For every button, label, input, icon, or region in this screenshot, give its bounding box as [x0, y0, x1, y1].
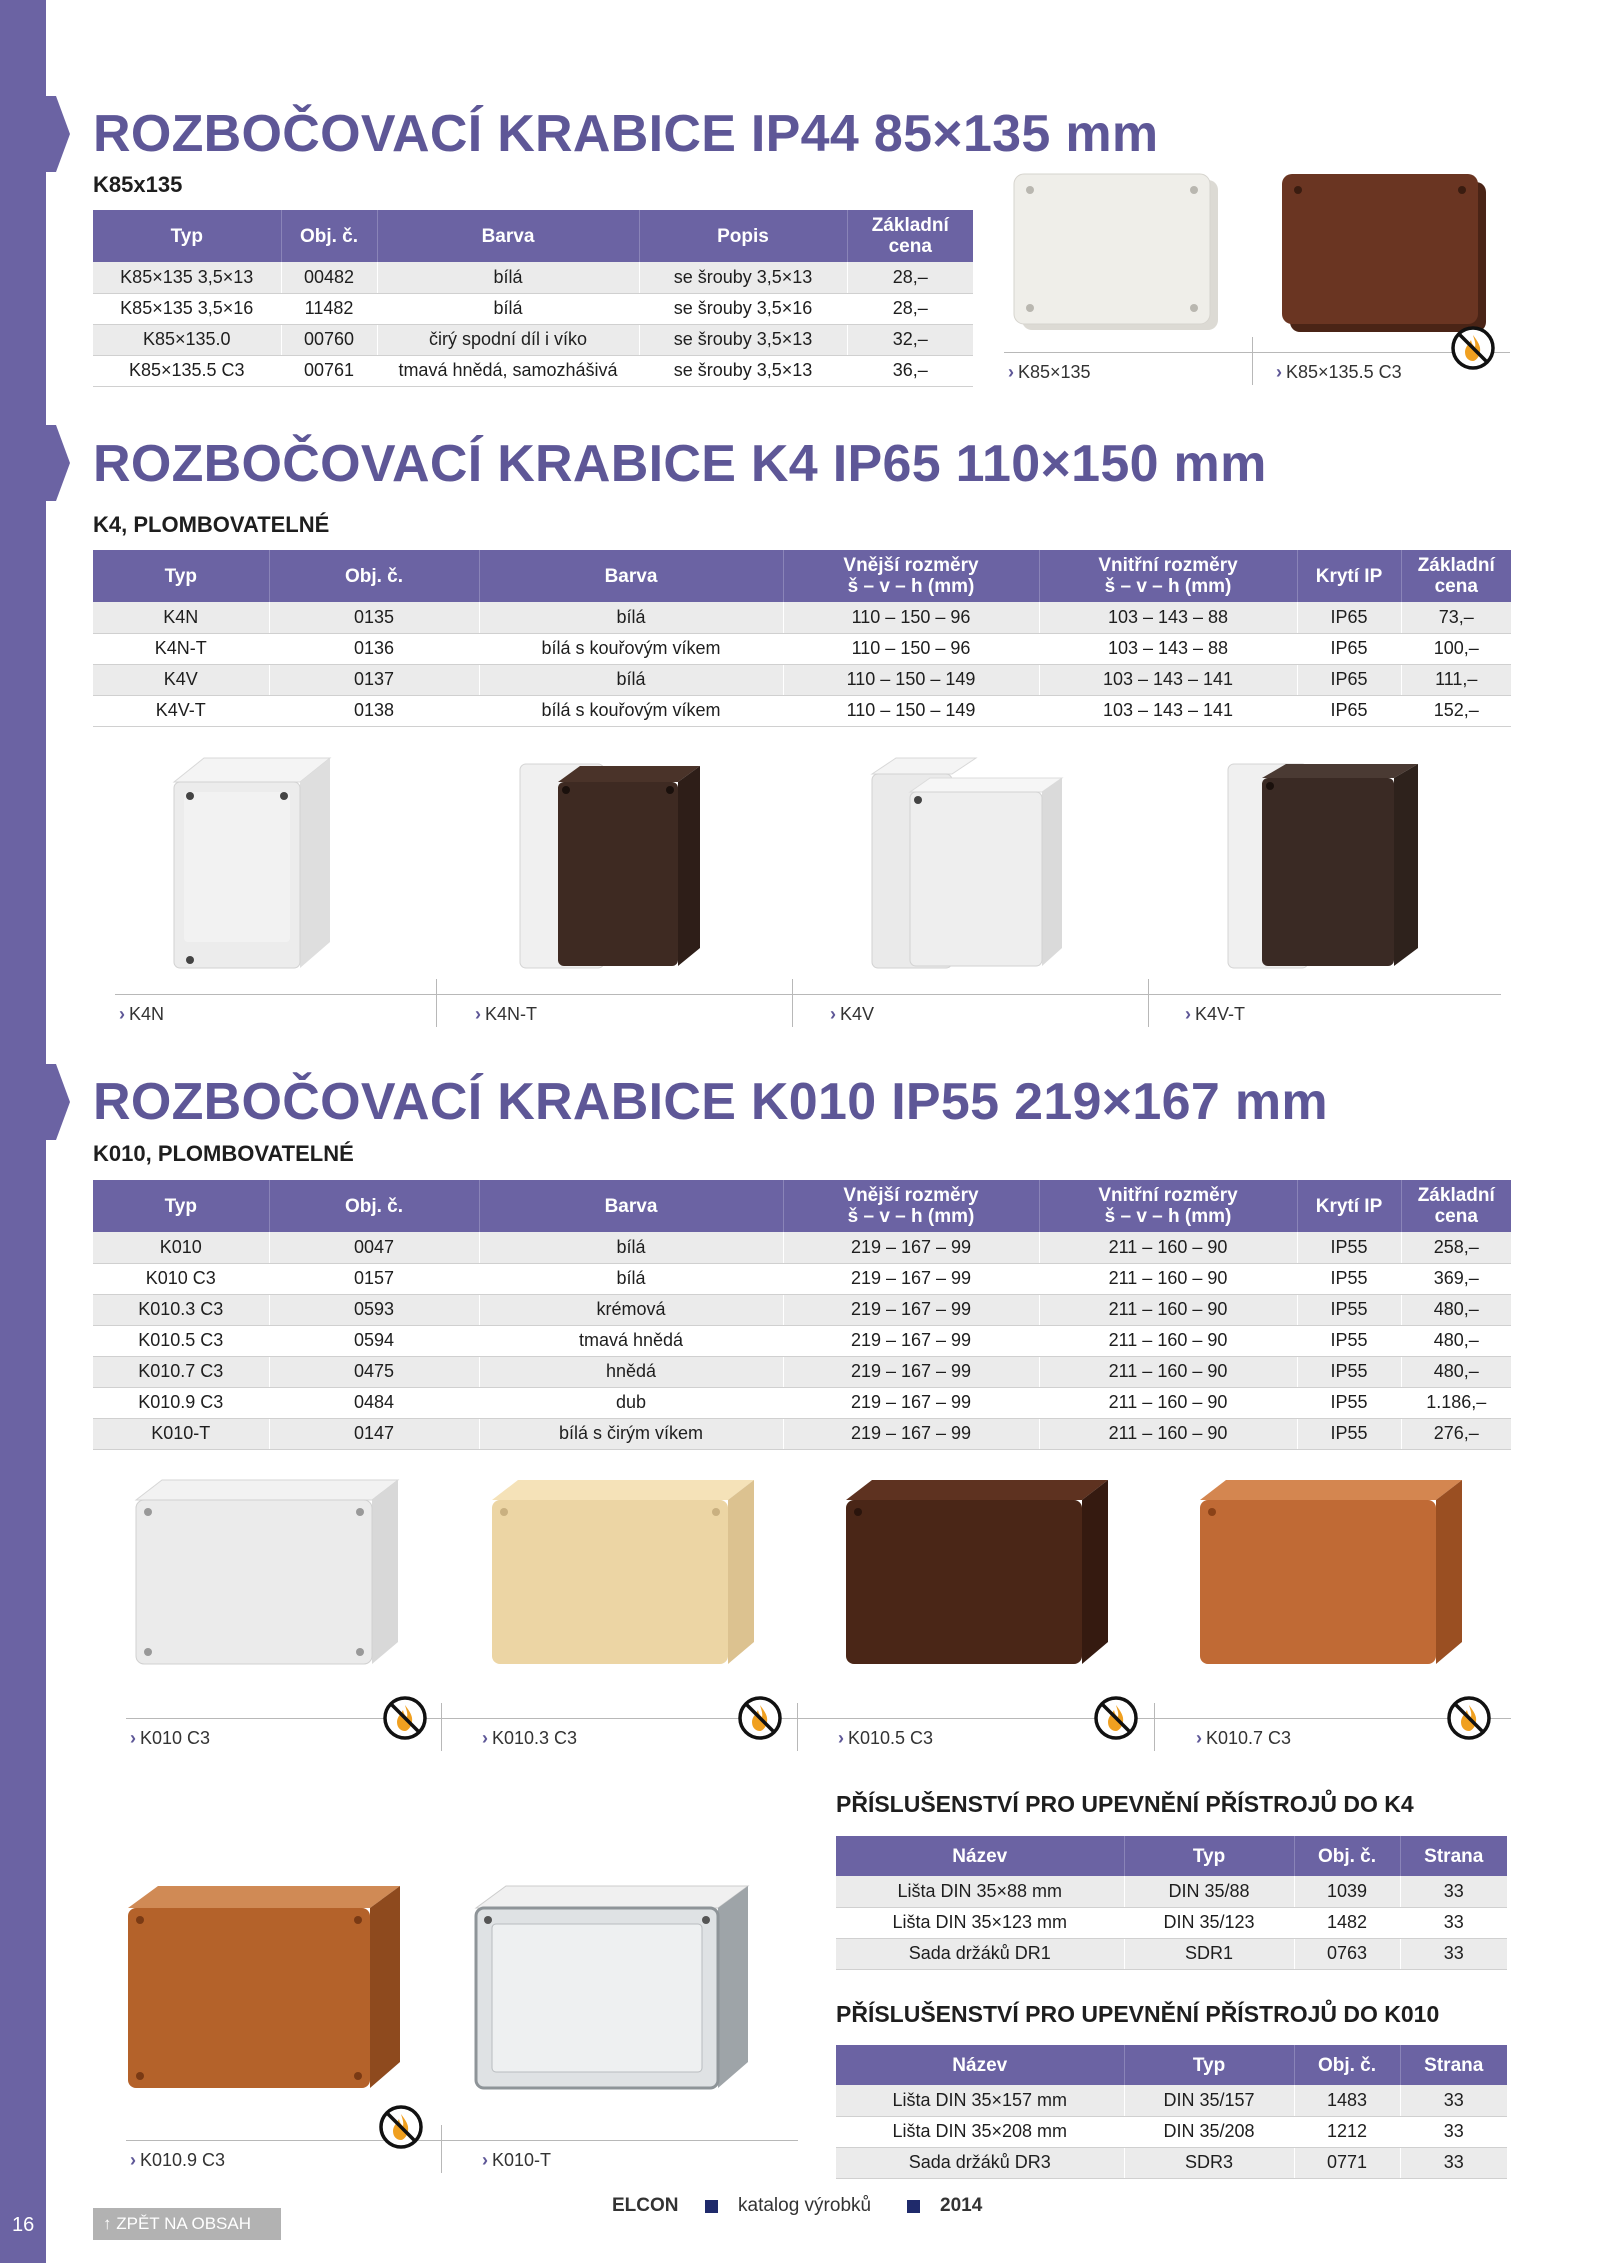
table-cell: 0137 [269, 664, 479, 695]
chevron-right-icon: › [482, 1728, 488, 1748]
table-cell: K010.3 C3 [93, 1294, 269, 1325]
table-cell: 219 – 167 – 99 [783, 1263, 1039, 1294]
section-marker [0, 96, 70, 172]
table-cell: 110 – 150 – 149 [783, 664, 1039, 695]
table-cell: 480,– [1401, 1356, 1511, 1387]
table-cell: IP55 [1297, 1387, 1401, 1418]
product-image-k010-3-c3 [482, 1472, 762, 1672]
table-cell: 211 – 160 – 90 [1039, 1263, 1297, 1294]
table-row [93, 602, 1511, 633]
table-cell: bílá [479, 1232, 783, 1263]
table-cell: 0138 [269, 695, 479, 726]
column-header: Základní cena [1401, 550, 1511, 602]
column-header: Název [836, 2045, 1124, 2085]
table-cell: IP55 [1297, 1294, 1401, 1325]
accessories-table-k010 [836, 2045, 1507, 2179]
table-row [93, 1263, 1511, 1294]
column-header: Typ [1124, 1836, 1294, 1876]
table-cell: 110 – 150 – 96 [783, 602, 1039, 633]
chevron-right-icon: › [475, 1004, 481, 1024]
table-cell: 211 – 160 – 90 [1039, 1356, 1297, 1387]
table-cell: 103 – 143 – 141 [1039, 695, 1297, 726]
table-cell: 211 – 160 – 90 [1039, 1418, 1297, 1449]
table-cell: K010.9 C3 [93, 1387, 269, 1418]
table-cell: bílá [479, 602, 783, 633]
product-captions [126, 2140, 798, 2172]
table-cell: tmavá hnědá, samozhášivá [377, 355, 639, 386]
table-cell: K010-T [93, 1418, 269, 1449]
table-cell: krémová [479, 1294, 783, 1325]
product-image-k010-t [466, 1876, 756, 2096]
column-header: Obj. č. [1294, 2045, 1400, 2085]
column-header: Typ [93, 1180, 269, 1232]
column-header: Typ [1124, 2045, 1294, 2085]
table-cell: hnědá [479, 1356, 783, 1387]
table-cell: IP65 [1297, 664, 1401, 695]
column-header: Typ [93, 210, 281, 262]
column-header: Základní cena [847, 210, 973, 262]
column-header: Základní cena [1401, 1180, 1511, 1232]
table-cell: 0147 [269, 1418, 479, 1449]
table-cell: 32,– [847, 324, 973, 355]
section-marker [0, 425, 70, 501]
table-cell: 1482 [1294, 1907, 1400, 1938]
table-cell: 103 – 143 – 88 [1039, 602, 1297, 633]
product-captions [115, 994, 1501, 1026]
table-row [836, 1938, 1507, 1969]
chevron-right-icon: › [1185, 1004, 1191, 1024]
table-cell: K010 [93, 1232, 269, 1263]
table-cell: 219 – 167 – 99 [783, 1232, 1039, 1263]
product-image-k010-9-c3 [118, 1876, 408, 2096]
accessories-title: PŘÍSLUŠENSTVÍ PRO UPEVNĚNÍ PŘÍSTROJŮ DO K4 [836, 1791, 1414, 1817]
table-cell: 1212 [1294, 2116, 1400, 2147]
column-header: Vnitřní rozměry š – v – h (mm) [1039, 550, 1297, 602]
table-row [93, 633, 1511, 664]
product-caption: › K010.7 C3 [1196, 1728, 1292, 1748]
chevron-right-icon: › [482, 2150, 488, 2170]
table-cell: Sada držáků DR3 [836, 2147, 1124, 2178]
table-row [93, 355, 973, 386]
product-caption: › K4V-T [1185, 1004, 1246, 1024]
chevron-right-icon: › [830, 1004, 836, 1024]
table-cell: K010 C3 [93, 1263, 269, 1294]
product-image-k010-c3 [126, 1472, 406, 1672]
chevron-right-icon: › [130, 2150, 136, 2170]
section-subtitle: K4, PLOMBOVATELNÉ [93, 512, 330, 537]
table-cell: IP55 [1297, 1232, 1401, 1263]
table-cell: 480,– [1401, 1294, 1511, 1325]
table-row [93, 1294, 1511, 1325]
table-cell: Lišta DIN 35×208 mm [836, 2116, 1124, 2147]
section-subtitle: K010, PLOMBOVATELNÉ [93, 1141, 354, 1166]
product-caption: › K010 C3 [130, 1728, 211, 1748]
table-cell: 100,– [1401, 633, 1511, 664]
table-cell: 36,– [847, 355, 973, 386]
chevron-right-icon: › [838, 1728, 844, 1748]
table-cell: 0136 [269, 633, 479, 664]
column-header: Barva [377, 210, 639, 262]
accessories-title: PŘÍSLUŠENSTVÍ PRO UPEVNĚNÍ PŘÍSTROJŮ DO K010 [836, 2001, 1440, 2027]
table-cell: 152,– [1401, 695, 1511, 726]
table-cell: 211 – 160 – 90 [1039, 1294, 1297, 1325]
section-title: ROZBOČOVACÍ KRABICE K4 IP65 110×150 mm [93, 435, 1267, 493]
table-cell: DIN 35/88 [1124, 1876, 1294, 1907]
table-row [836, 1907, 1507, 1938]
table-cell: DIN 35/208 [1124, 2116, 1294, 2147]
column-header: Název [836, 1836, 1124, 1876]
column-header: Vnitřní rozměry š – v – h (mm) [1039, 1180, 1297, 1232]
table-row [93, 324, 973, 355]
table-cell: bílá s čirým víkem [479, 1418, 783, 1449]
footer-separator [705, 2200, 718, 2213]
table-cell: 219 – 167 – 99 [783, 1387, 1039, 1418]
table-cell: IP65 [1297, 633, 1401, 664]
product-captions [126, 1718, 1511, 1750]
column-header: Obj. č. [269, 1180, 479, 1232]
table-cell: K010.5 C3 [93, 1325, 269, 1356]
table-cell: 33 [1400, 1938, 1507, 1969]
product-caption: › K010.9 C3 [130, 2150, 226, 2170]
table-cell: 33 [1400, 2116, 1507, 2147]
table-cell: bílá s kouřovým víkem [479, 695, 783, 726]
column-header: Obj. č. [269, 550, 479, 602]
table-cell: DIN 35/157 [1124, 2085, 1294, 2116]
table-row [93, 1325, 1511, 1356]
table-cell: bílá s kouřovým víkem [479, 633, 783, 664]
table-cell: IP65 [1297, 602, 1401, 633]
table-cell: se šrouby 3,5×13 [639, 262, 847, 293]
table-row [93, 695, 1511, 726]
table-cell: 33 [1400, 2085, 1507, 2116]
table-cell: 219 – 167 – 99 [783, 1356, 1039, 1387]
table-cell: bílá [377, 293, 639, 324]
table-cell: 211 – 160 – 90 [1039, 1387, 1297, 1418]
column-header: Vnější rozměry š – v – h (mm) [783, 550, 1039, 602]
chevron-right-icon: › [1196, 1728, 1202, 1748]
product-caption: › K4N [119, 1004, 165, 1024]
table-cell: tmavá hnědá [479, 1325, 783, 1356]
table-cell: bílá [479, 664, 783, 695]
chevron-right-icon: › [1276, 362, 1282, 382]
table-cell: 0135 [269, 602, 479, 633]
table-cell: K85×135.5 C3 [93, 355, 281, 386]
table-cell: 28,– [847, 293, 973, 324]
section-subtitle: K85x135 [93, 172, 183, 197]
table-cell: K4V [93, 664, 269, 695]
table-cell: 0594 [269, 1325, 479, 1356]
table-cell: 28,– [847, 262, 973, 293]
product-table-k85 [93, 210, 973, 387]
table-cell: Lišta DIN 35×157 mm [836, 2085, 1124, 2116]
product-caption: › K4N-T [475, 1004, 538, 1024]
table-cell: K4V-T [93, 695, 269, 726]
column-header: Strana [1400, 2045, 1507, 2085]
table-cell: čirý spodní díl i víko [377, 324, 639, 355]
product-image-k85x135-5-c3 [1268, 172, 1508, 342]
product-caption: › K85×135 [1008, 362, 1091, 382]
table-cell: bílá [377, 262, 639, 293]
table-cell: SDR1 [1124, 1938, 1294, 1969]
product-image-k4n [160, 752, 360, 982]
table-cell: 480,– [1401, 1325, 1511, 1356]
table-row [836, 1876, 1507, 1907]
footer-separator [907, 2200, 920, 2213]
no-flame-icon [378, 2104, 424, 2150]
table-cell: 33 [1400, 1907, 1507, 1938]
product-image-k010-7-c3 [1190, 1472, 1470, 1672]
table-cell: Sada držáků DR1 [836, 1938, 1124, 1969]
table-row [93, 1418, 1511, 1449]
table-cell: Lišta DIN 35×88 mm [836, 1876, 1124, 1907]
table-cell: se šrouby 3,5×13 [639, 324, 847, 355]
section-title: ROZBOČOVACÍ KRABICE K010 IP55 219×167 mm [93, 1073, 1328, 1131]
table-cell: IP55 [1297, 1356, 1401, 1387]
table-row [93, 262, 973, 293]
column-header: Typ [93, 550, 269, 602]
table-row [836, 2147, 1507, 2178]
no-flame-icon [1450, 325, 1496, 371]
table-row [836, 2116, 1507, 2147]
table-cell: se šrouby 3,5×13 [639, 355, 847, 386]
table-cell: 103 – 143 – 88 [1039, 633, 1297, 664]
table-cell: 1483 [1294, 2085, 1400, 2116]
table-row [93, 293, 973, 324]
table-cell: 103 – 143 – 141 [1039, 664, 1297, 695]
table-cell: 0763 [1294, 1938, 1400, 1969]
no-flame-icon [1093, 1695, 1139, 1741]
table-cell: 73,– [1401, 602, 1511, 633]
product-caption: › K010.3 C3 [482, 1728, 578, 1748]
table-cell: 0593 [269, 1294, 479, 1325]
table-cell: SDR3 [1124, 2147, 1294, 2178]
table-cell: 1039 [1294, 1876, 1400, 1907]
table-cell: dub [479, 1387, 783, 1418]
table-cell: se šrouby 3,5×16 [639, 293, 847, 324]
section-marker [0, 1064, 70, 1140]
table-cell: 111,– [1401, 664, 1511, 695]
table-cell: 33 [1400, 2147, 1507, 2178]
product-caption: › K010-T [482, 2150, 552, 2170]
table-cell: 110 – 150 – 149 [783, 695, 1039, 726]
table-cell: 00761 [281, 355, 377, 386]
table-cell: 33 [1400, 1876, 1507, 1907]
footer-brand: ELCON [612, 2195, 679, 2216]
product-image-k010-5-c3 [836, 1472, 1116, 1672]
product-table-k4 [93, 550, 1511, 727]
table-cell: IP55 [1297, 1325, 1401, 1356]
table-cell: 0047 [269, 1232, 479, 1263]
table-cell: 0475 [269, 1356, 479, 1387]
column-header: Popis [639, 210, 847, 262]
table-row [93, 1356, 1511, 1387]
table-cell: bílá [479, 1263, 783, 1294]
product-image-k4v-t [1222, 752, 1422, 982]
table-row [93, 664, 1511, 695]
table-cell: 369,– [1401, 1263, 1511, 1294]
no-flame-icon [382, 1695, 428, 1741]
table-cell: 00482 [281, 262, 377, 293]
table-cell: K4N [93, 602, 269, 633]
table-cell: 219 – 167 – 99 [783, 1418, 1039, 1449]
product-captions [1004, 352, 1510, 384]
product-caption: › K4V [830, 1004, 875, 1024]
product-image-k4v [866, 752, 1066, 982]
table-row [836, 2085, 1507, 2116]
column-header: Vnější rozměry š – v – h (mm) [783, 1180, 1039, 1232]
product-caption: › K85×135.5 C3 [1276, 362, 1402, 382]
table-cell: 258,– [1401, 1232, 1511, 1263]
accessories-table-k4 [836, 1836, 1507, 1970]
no-flame-icon [737, 1695, 783, 1741]
product-caption: › K010.5 C3 [838, 1728, 934, 1748]
table-cell: DIN 35/123 [1124, 1907, 1294, 1938]
product-image-k4n-t [514, 752, 714, 982]
table-cell: 00760 [281, 324, 377, 355]
table-cell: K4N-T [93, 633, 269, 664]
footer-catalog: katalog výrobků [738, 2195, 872, 2216]
footer-year: 2014 [940, 2195, 983, 2216]
product-table-k010 [93, 1180, 1511, 1450]
page-number: 16 [12, 2214, 35, 2236]
table-cell: 0771 [1294, 2147, 1400, 2178]
table-cell: 0484 [269, 1387, 479, 1418]
table-cell: K85×135.0 [93, 324, 281, 355]
table-row [93, 1232, 1511, 1263]
no-flame-icon [1446, 1695, 1492, 1741]
table-cell: 110 – 150 – 96 [783, 633, 1039, 664]
product-image-k85x135 [1000, 172, 1240, 342]
table-cell: 0157 [269, 1263, 479, 1294]
back-to-contents-link[interactable]: ↑ ZPĚT NA OBSAH [93, 2208, 281, 2240]
table-cell: 219 – 167 – 99 [783, 1325, 1039, 1356]
table-cell: IP55 [1297, 1263, 1401, 1294]
column-header: Strana [1400, 1836, 1507, 1876]
column-header: Barva [479, 550, 783, 602]
column-header: Obj. č. [281, 210, 377, 262]
table-row [93, 1387, 1511, 1418]
table-cell: IP65 [1297, 695, 1401, 726]
table-cell: 11482 [281, 293, 377, 324]
column-header: Krytí IP [1297, 1180, 1401, 1232]
table-cell: 211 – 160 – 90 [1039, 1232, 1297, 1263]
column-header: Obj. č. [1294, 1836, 1400, 1876]
chevron-right-icon: › [119, 1004, 125, 1024]
table-cell: 276,– [1401, 1418, 1511, 1449]
table-cell: K010.7 C3 [93, 1356, 269, 1387]
table-cell: 1.186,– [1401, 1387, 1511, 1418]
column-header: Krytí IP [1297, 550, 1401, 602]
section-title: ROZBOČOVACÍ KRABICE IP44 85×135 mm [93, 105, 1159, 163]
table-cell: 219 – 167 – 99 [783, 1294, 1039, 1325]
table-cell: K85×135 3,5×16 [93, 293, 281, 324]
table-cell: IP55 [1297, 1418, 1401, 1449]
table-cell: 211 – 160 – 90 [1039, 1325, 1297, 1356]
chevron-right-icon: › [1008, 362, 1014, 382]
column-header: Barva [479, 1180, 783, 1232]
table-cell: Lišta DIN 35×123 mm [836, 1907, 1124, 1938]
chevron-right-icon: › [130, 1728, 136, 1748]
table-cell: K85×135 3,5×13 [93, 262, 281, 293]
